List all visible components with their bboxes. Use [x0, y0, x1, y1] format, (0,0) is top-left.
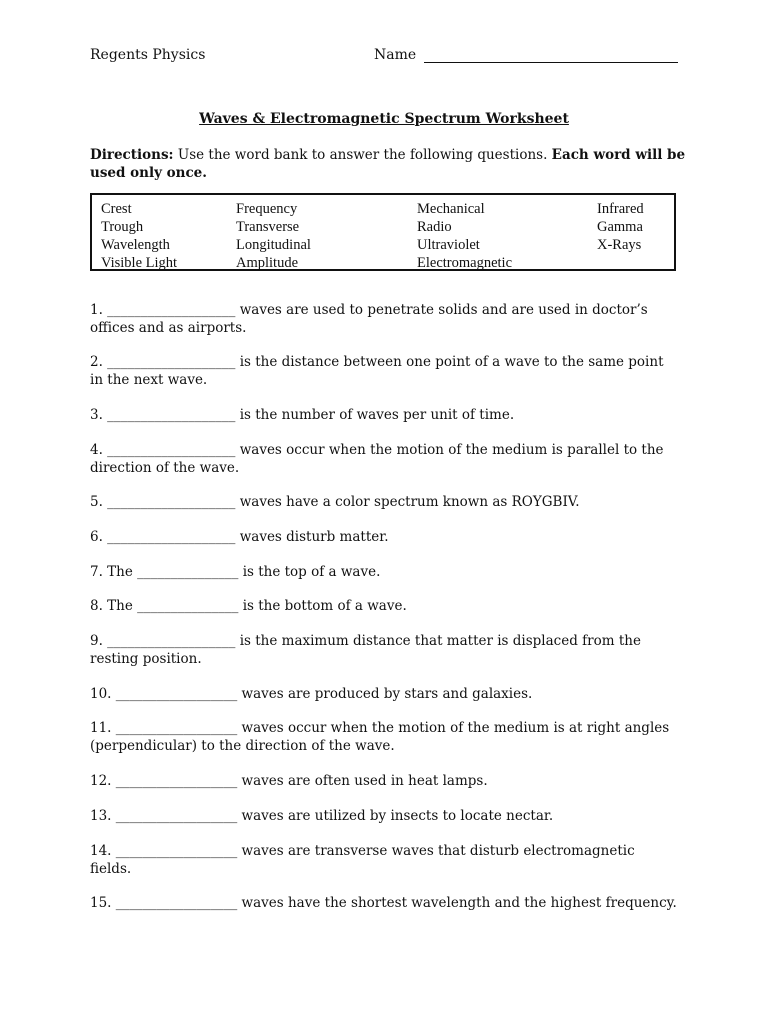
- name-label: Name: [374, 47, 417, 63]
- word-bank-item: Frequency: [236, 201, 298, 217]
- directions-text: Use the word bank to answer the following questions.: [173, 147, 552, 163]
- word-bank-item: Mechanical: [417, 201, 485, 217]
- word-bank-item: Electromagnetic: [417, 255, 513, 271]
- question-item: 1. ___________________ waves are used to penetrate solids and are used in doctor’s offices and as airports.: [90, 302, 648, 336]
- word-bank-item: Visible Light: [101, 255, 178, 271]
- question-item: 15. __________________ waves have the shortest wavelength and the highest frequency.: [90, 895, 677, 911]
- question-item: 8. The _______________ is the bottom of a wave.: [90, 598, 407, 614]
- question-item: 11. __________________ waves occur when the motion of the medium is at right angles (perpendicular) to the direction of the wave.: [90, 720, 670, 754]
- question-item: 6. ___________________ waves disturb matter.: [90, 529, 389, 545]
- directions-emphasis: Each word will be used only once.: [90, 147, 686, 181]
- word-bank-item: Radio: [417, 219, 452, 235]
- question-item: 7. The _______________ is the top of a wave.: [90, 564, 381, 580]
- word-bank-item: Amplitude: [236, 255, 299, 271]
- question-item: 9. ___________________ is the maximum distance that matter is displaced from the resting position.: [90, 633, 641, 667]
- word-bank-item: Infrared: [597, 201, 644, 217]
- question-item: 10. __________________ waves are produced by stars and galaxies.: [90, 686, 533, 702]
- word-bank-item: Transverse: [236, 219, 300, 235]
- worksheet-header: [90, 47, 680, 67]
- word-bank-item: Crest: [101, 201, 132, 217]
- question-item: 12. __________________ waves are often used in heat lamps.: [90, 773, 488, 789]
- word-bank: [90, 193, 676, 271]
- course-name: Regents Physics: [90, 47, 206, 63]
- question-item: 4. ___________________ waves occur when the motion of the medium is parallel to the direction of the wave.: [90, 442, 664, 476]
- word-bank-item: Longitudinal: [236, 237, 311, 253]
- word-bank-item: Wavelength: [101, 237, 170, 253]
- question-item: 5. ___________________ waves have a color spectrum known as ROYGBIV.: [90, 494, 580, 510]
- word-bank-item: Gamma: [597, 219, 643, 235]
- directions: [90, 146, 690, 182]
- question-item: 14. __________________ waves are transverse waves that disturb electromagnetic fields.: [90, 843, 635, 877]
- word-bank-item: Ultraviolet: [417, 237, 480, 253]
- question-item: 13. __________________ waves are utilized by insects to locate nectar.: [90, 808, 554, 824]
- directions-label: Directions:: [90, 147, 174, 163]
- name-blank-line: [424, 62, 678, 63]
- word-bank-item: Trough: [101, 219, 144, 235]
- word-bank-item: X-Rays: [597, 237, 642, 253]
- question-item: 2. ___________________ is the distance between one point of a wave to the same point in the next wave.: [90, 354, 664, 388]
- worksheet-title: Waves & Electromagnetic Spectrum Worksheet: [199, 111, 569, 127]
- question-item: 3. ___________________ is the number of waves per unit of time.: [90, 407, 515, 423]
